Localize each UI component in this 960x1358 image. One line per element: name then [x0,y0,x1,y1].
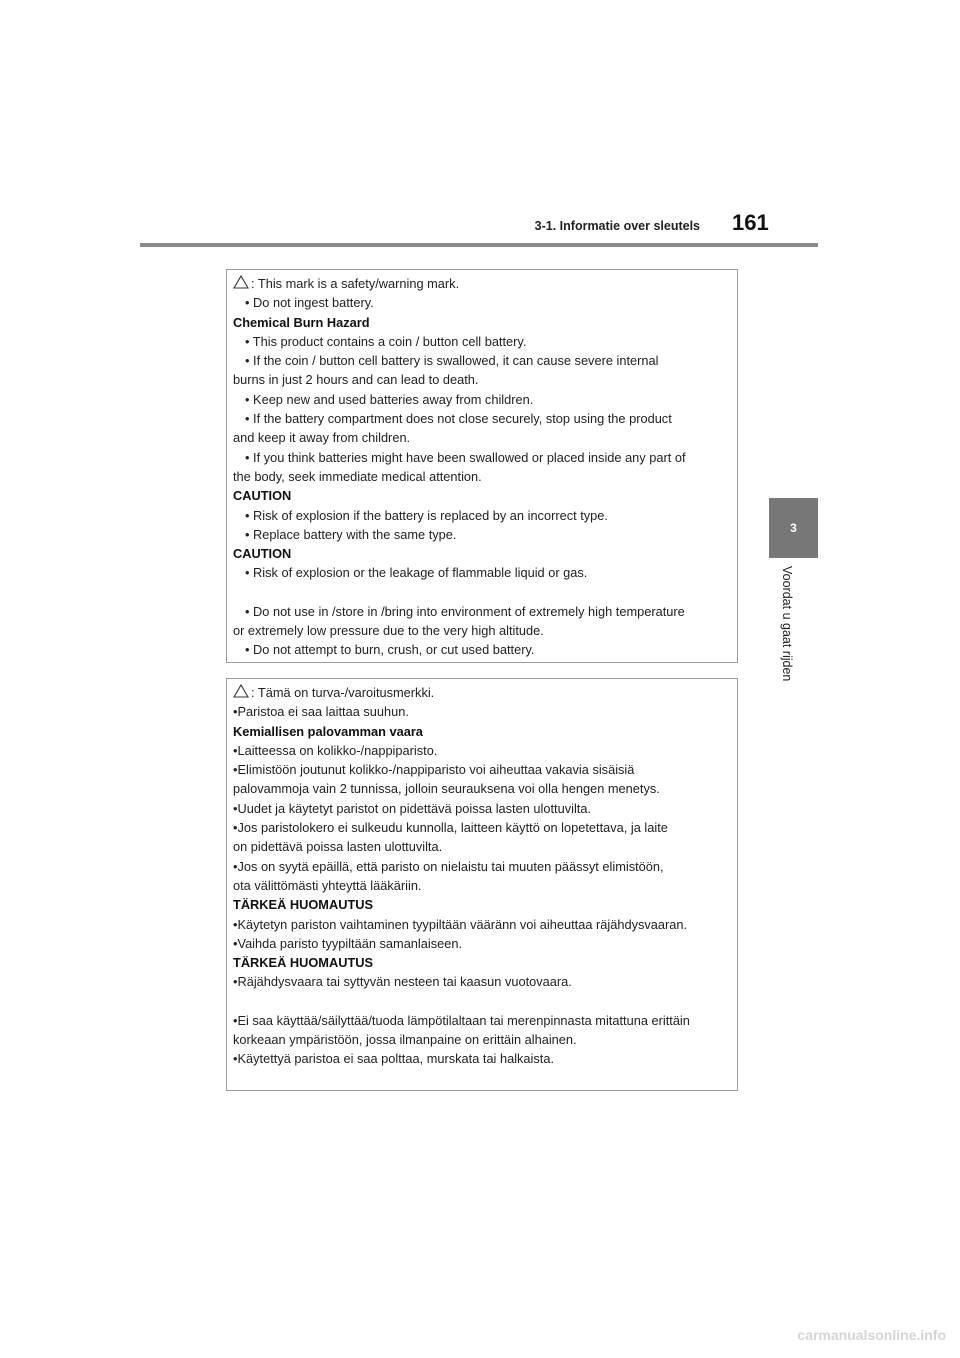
page-number: 161 [732,210,769,235]
text-line: • Do not ingest battery. [245,295,374,311]
text-line: • Keep new and used batteries away from children. [245,391,534,407]
footer-watermark[interactable]: carmanualsonline.info [797,1327,946,1343]
text-line: • If the coin / button cell battery is swallowed, it can cause severe internal [245,353,659,369]
text-line: korkeaan ympäristöön, jossa ilmanpaine on erittäin alhainen. [233,1032,577,1048]
text-line: •Käytettyä paristoa ei saa polttaa, murskata tai halkaista. [233,1051,555,1067]
warning-mark-line: : This mark is a safety/warning mark. [233,274,731,293]
text-line: • Risk of explosion if the battery is replaced by an incorrect type. [245,507,608,523]
text-line: •Ei saa käyttää/säilyttää/tuoda lämpötilaltaan tai merenpinnasta mitattuna erittäin [233,1012,690,1028]
text-line: • Risk of explosion or the leakage of flammable liquid or gas. [245,565,588,581]
header-rule [140,243,818,247]
text-line: •Laitteessa on kolikko-/nappiparisto. [233,742,438,758]
chapter-number: 3 [790,521,797,535]
text-line: • This product contains a coin / button cell battery. [245,333,527,349]
text-line: or extremely low pressure due to the very high altitude. [233,623,544,639]
text-line: •Uudet ja käytetyt paristot on pidettävä poissa lasten ulottuvilta. [233,800,592,816]
text-line: • Replace battery with the same type. [245,526,457,542]
text-line: • If the battery compartment does not close securely, stop using the product [245,411,672,427]
text-line: and keep it away from children. [233,430,411,446]
chapter-tab [769,498,818,558]
section-title: 3-1. Informatie over sleutels [534,219,700,233]
text-line: on pidettävä poissa lasten ulottuvilta. [233,839,443,855]
warning-mark-line: : Tämä on turva-/varoitusmerkki. [233,683,731,702]
text-line: •Jos paristolokero ei sulkeudu kunnolla, laitteen käyttö on lopetettava, ja laite [233,820,668,836]
heading: Kemiallisen palovamman vaara [233,723,423,739]
warning-box-finnish [226,678,738,1091]
heading: CAUTION [233,546,292,562]
warning-box-english [226,269,738,663]
text-line: •Elimistöön joutunut kolikko-/nappiparisto voi aiheuttaa vakavia sisäisiä [233,762,635,778]
text-line: • Do not use in /store in /bring into environment of extremely high temperature [245,603,685,619]
warning-triangle-icon [233,684,249,698]
text-line: palovammoja vain 2 tunnissa, jolloin seurauksena voi olla hengen menetys. [233,781,660,797]
text-line: ota välittömästi yhteyttä lääkäriin. [233,877,422,893]
warning-triangle-icon [233,275,249,289]
text-line: the body, seek immediate medical attention. [233,468,482,484]
text-line: • Do not attempt to burn, crush, or cut used battery. [245,642,535,658]
heading: TÄRKEÄ HUOMAUTUS [233,897,374,913]
text-line: •Paristoa ei saa laittaa suuhun. [233,704,409,720]
heading: Chemical Burn Hazard [233,314,370,330]
text-line: •Käytetyn pariston vaihtaminen tyypiltään vääränn voi aiheuttaa räjähdysvaaran. [233,916,688,932]
text-line: •Räjähdysvaara tai syttyvän nesteen tai kaasun vuotovaara. [233,974,572,990]
chapter-title: Voordat u gaat rijden [780,566,794,682]
heading: CAUTION [233,488,292,504]
text-line: burns in just 2 hours and can lead to death. [233,372,479,388]
text-line: • If you think batteries might have been swallowed or placed inside any part of [245,449,686,465]
text-line: •Vaihda paristo tyypiltään samanlaiseen. [233,935,463,951]
text-line: •Jos on syytä epäillä, että paristo on nielaistu tai muuten päässyt elimistöön, [233,858,664,874]
heading: TÄRKEÄ HUOMAUTUS [233,955,374,971]
